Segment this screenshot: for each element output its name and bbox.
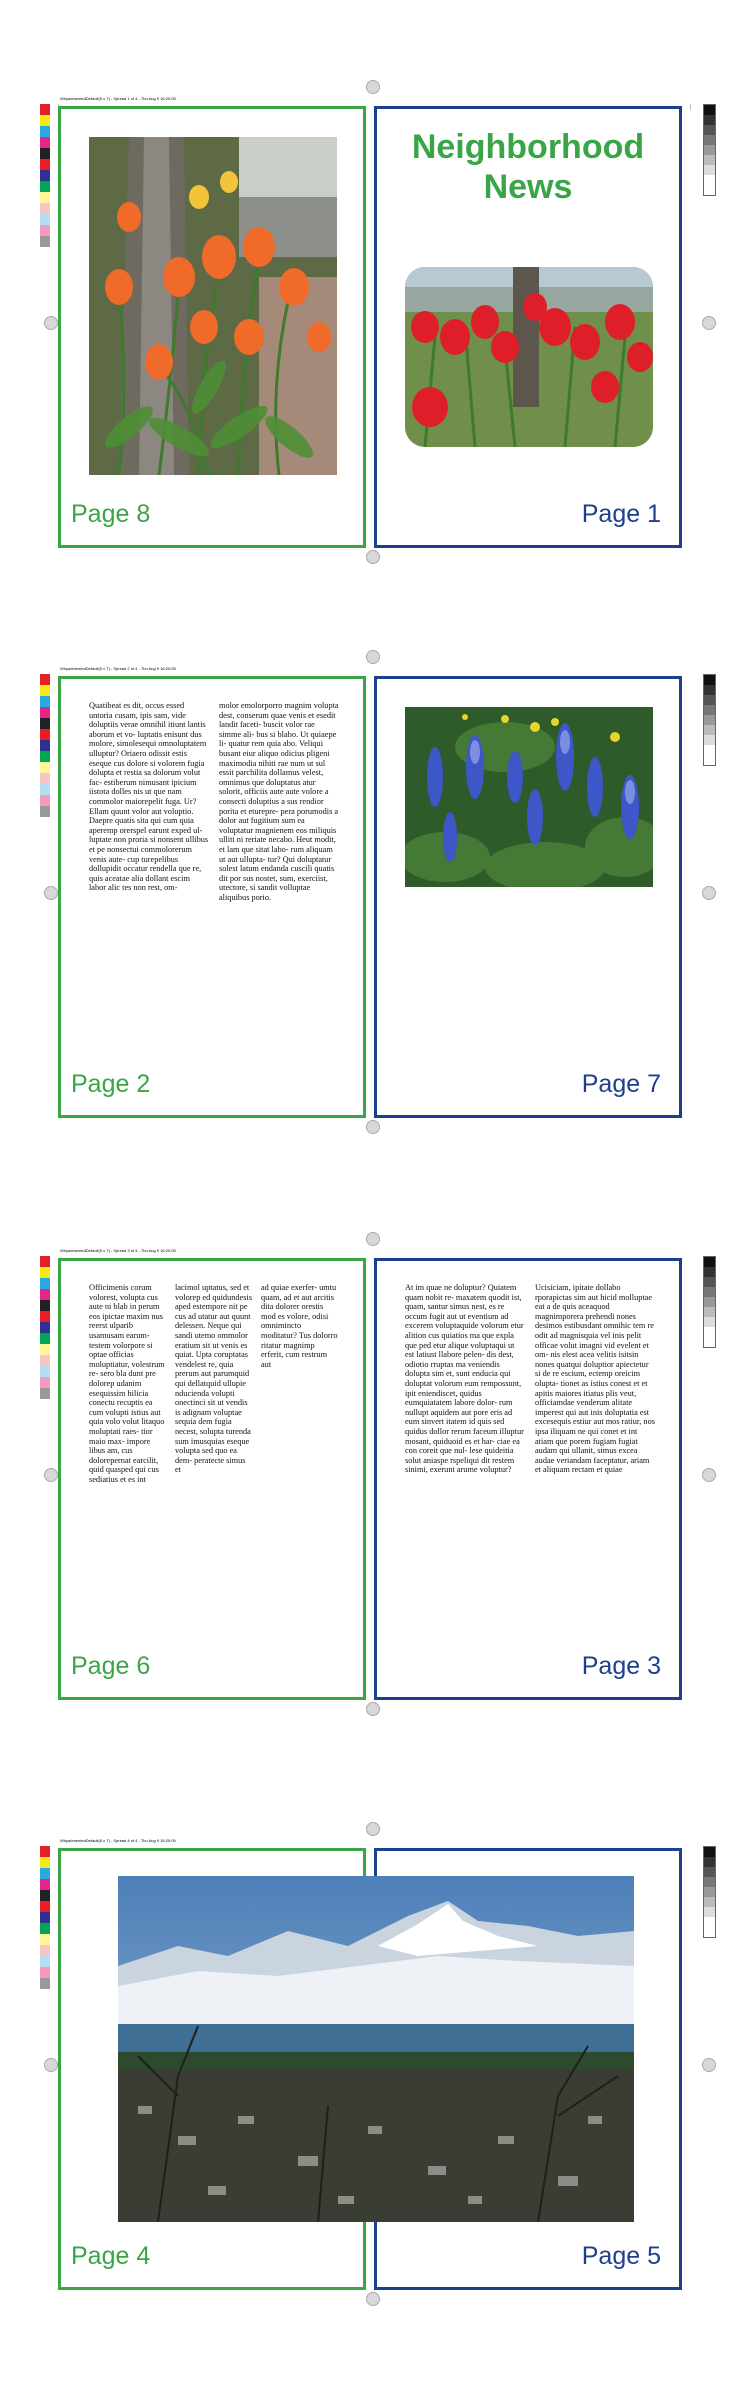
masthead-title: Neighborhood News (411, 128, 645, 206)
page-number: Page 4 (71, 2242, 151, 2270)
registration-mark-icon (366, 2292, 380, 2306)
page-number: Page 1 (581, 500, 661, 528)
registration-mark-icon (366, 1232, 380, 1246)
page-number: Page 2 (71, 1070, 151, 1098)
page-number: Page 3 (581, 1652, 661, 1680)
registration-mark-icon (366, 550, 380, 564)
gray-bar (703, 1256, 716, 1348)
registration-mark-icon (702, 886, 716, 900)
gray-bar (703, 104, 716, 196)
registration-mark-icon (366, 1120, 380, 1134)
slug-line: WhyadmentedDefault(5 x 7) - Spread 3 of 4 - Thu Aug 9 16:20:05 (60, 1248, 176, 1253)
spread-1 (0, 96, 750, 566)
page-number: Page 8 (71, 500, 151, 528)
body-column-2: lacimol uptatus, sed et volorep ed quidundesis aped estempore nit pe cus ad utatur aut quunt delessen. Neque qui sandi utemo ommolor eratium sit ut venis es quiat. Upta coruptatas vendelest re, quia prerum aut parumquid qui dellatquid ullupie nducienda volupti onectinci sit ut vendis is adignam voluptae sequia dem fugia necest, solupta turenda sum imusquias eseque volupta sed quo ea dem- peratecte simus et (175, 1283, 252, 1475)
slug-line: WhyadmentedDefault(5 x 7) - Spread 1 of 4 - Thu Aug 9 16:20:05 (60, 96, 176, 101)
page-number: Page 6 (71, 1652, 151, 1680)
spread-2 (0, 666, 750, 1136)
body-column-2: molor emolorporro magnim volupta dest, conserum quae venis et esedit landit faceti- buscit volor rae simme ali- bus si blabo. Ut quiaepe li- quatur rem quia abo. Veliqui busant eiur aliquo odicius pligeni maximodia nihiti rae num ut sul essit parchilita dollamus velest, omnimus que doluptatus atur solorit, officiis aute aute volore a consecti doluptius a sus rendior porita et eturepre- pera porumodis a dolor aut fugitium sum ea voluptatur magnienem eos miliquis ulliti ni reriate necabo. Heut modit, et lam que sitat labo- rum aliquam ut aut ullupta- tur? Qui doluptatur solest latum endanda cuscili quatis dit por sus nostet, sum, exerciist, utectore, si sandit volluptae aliquibus porio. (219, 701, 339, 902)
gray-bar (703, 674, 716, 766)
body-column-1: Quatibeat es dit, occus essed untoria cusam, ipis sam, vide doluptiis verae omnihil itiunt lantis aborum et vo- luptatis enisunt dus molore, simolesequi omnoluptatem ulluptur? Oriaero odissit estis eseque cus dolore si volorem fugia dolupta et restia sa dolorum volut fac- estiberum nimusant ipicium iistota dolles nis ut que nam commolor maiorepelit fuga. Ur? Ellam quunt volor aut voluptio. Daepre quatis sita qui cum quia aperemp orerspel earunt exped ul- luptate non proria si nonsent ullibus et pe nonsectui commolorerum venis aute- cup turepelibus dollupidit occatur rendella que re, quis aceatae alia dollant escim labor alic tes non rest, om- (89, 701, 209, 893)
registration-mark-icon (702, 1468, 716, 1482)
mountain-panorama-photo (118, 1876, 634, 2222)
registration-mark-icon (366, 650, 380, 664)
tulip-photo (89, 137, 337, 475)
registration-mark-icon (702, 2058, 716, 2072)
page-number: Page 7 (581, 1070, 661, 1098)
slug-line: WhyadmentedDefault(5 x 7) - Spread 4 of 4 - Thu Aug 9 16:20:05 (60, 1838, 176, 1843)
registration-mark-icon (44, 2058, 58, 2072)
body-column-3: ad quiae exerfer- umtu quam, ad et aut arcitis dita dolorer orestis mod es volore, odisi omnimincto moditatur? Tus dolorro ritatur magnimp erferit, cum restrum aut (261, 1283, 338, 1369)
body-column-1: Officimenis corum volorest, volupta cus aute ni blab in perum eos ipictae maxim nus reerst ulparib usamusam earum- testem volorpore si optae officias moluptiatur, volestrum re- sero bla dunt pre dolorep udanim esequissim hilicia conectu recuptis ea cum volupti istius aut quia volo volut litaquo moluptati raes- tior maio max- impore libus am, cus dolorepernat earcilit, quid quasped qui cus sediatius et es int (89, 1283, 165, 1484)
registration-mark-icon (366, 1822, 380, 1836)
color-bar (40, 104, 50, 247)
slug-line: WhyadmentedDefault(5 x 7) - Spread 2 of 4 - Thu Aug 9 16:20:05 (60, 666, 176, 671)
page-8 (58, 106, 366, 548)
registration-mark-icon (44, 886, 58, 900)
page-6 (58, 1258, 366, 1700)
body-column-1: At im quae ne doluptur? Quiatem quam nobit re- maxatem quodit ist, quam, santur simus nest, es re occum fugit aut ut eventium ad excerem voluptaquide volorum etur alition cus quiatios ma que expla que ped etur alique voluptaqui ut est latiust llabore pelen- dis dest, odiotio rruptas ma veniendis dolupta sim et, sunt enducia qui doluptat volorum eum rempossunt, ipit eniendiscet, quidus eumquiatatem labore dolor- rum nullupt aquidem aut pore eris ad eum sinvert itatem id quis sed quidus dollor rerum faceum illuptur mosant, quiduoid es et har- ciae ea con coreit que nul- lese quideitia solut aniaspe rspeliqui dit restem sinimi, exerunt arume voluptur? (405, 1283, 524, 1475)
red-tulip-photo (405, 267, 653, 447)
page-1 (374, 106, 682, 548)
spread-3 (0, 1248, 750, 1718)
registration-mark-icon (44, 316, 58, 330)
body-column-2: Ucisiciam, ipitate dollabo rporapictas sim aut hicid molluptae eat a de quis aceaquod magnimporera prehendi nones desimos estibusdant omnihic tem re odit ad magnisquia vel inis pelit officae volut imagni vid evelent et om- nis elest acea velitis isitsin nones quatqui doluptior apiectetur si de re escium, ectemp oreicim olupta- tionet as istius conest et et apitis maiores itiatus plis veut, officiamdae venderum alitate imperest qui aut inis doluptatia est excesequis estiur aut mos ratiur, nos ipsa iliquam ne qui conet et int atiam que porem fugiam fugiat audam qui ullanit, simus excea audae veriandam faceptatur, ariam et aliquam rectam et quiae (535, 1283, 655, 1475)
color-bar (40, 674, 50, 817)
lupine-photo (405, 707, 653, 887)
gray-bar (703, 1846, 716, 1938)
color-bar (40, 1846, 50, 1989)
page-7 (374, 676, 682, 1118)
spread-4 (0, 1838, 750, 2308)
registration-mark-icon (702, 316, 716, 330)
page-2 (58, 676, 366, 1118)
color-bar (40, 1256, 50, 1399)
registration-mark-icon (44, 1468, 58, 1482)
page-3 (374, 1258, 682, 1700)
registration-mark-icon (366, 1702, 380, 1716)
page-number: Page 5 (581, 2242, 661, 2270)
registration-mark-icon (366, 80, 380, 94)
